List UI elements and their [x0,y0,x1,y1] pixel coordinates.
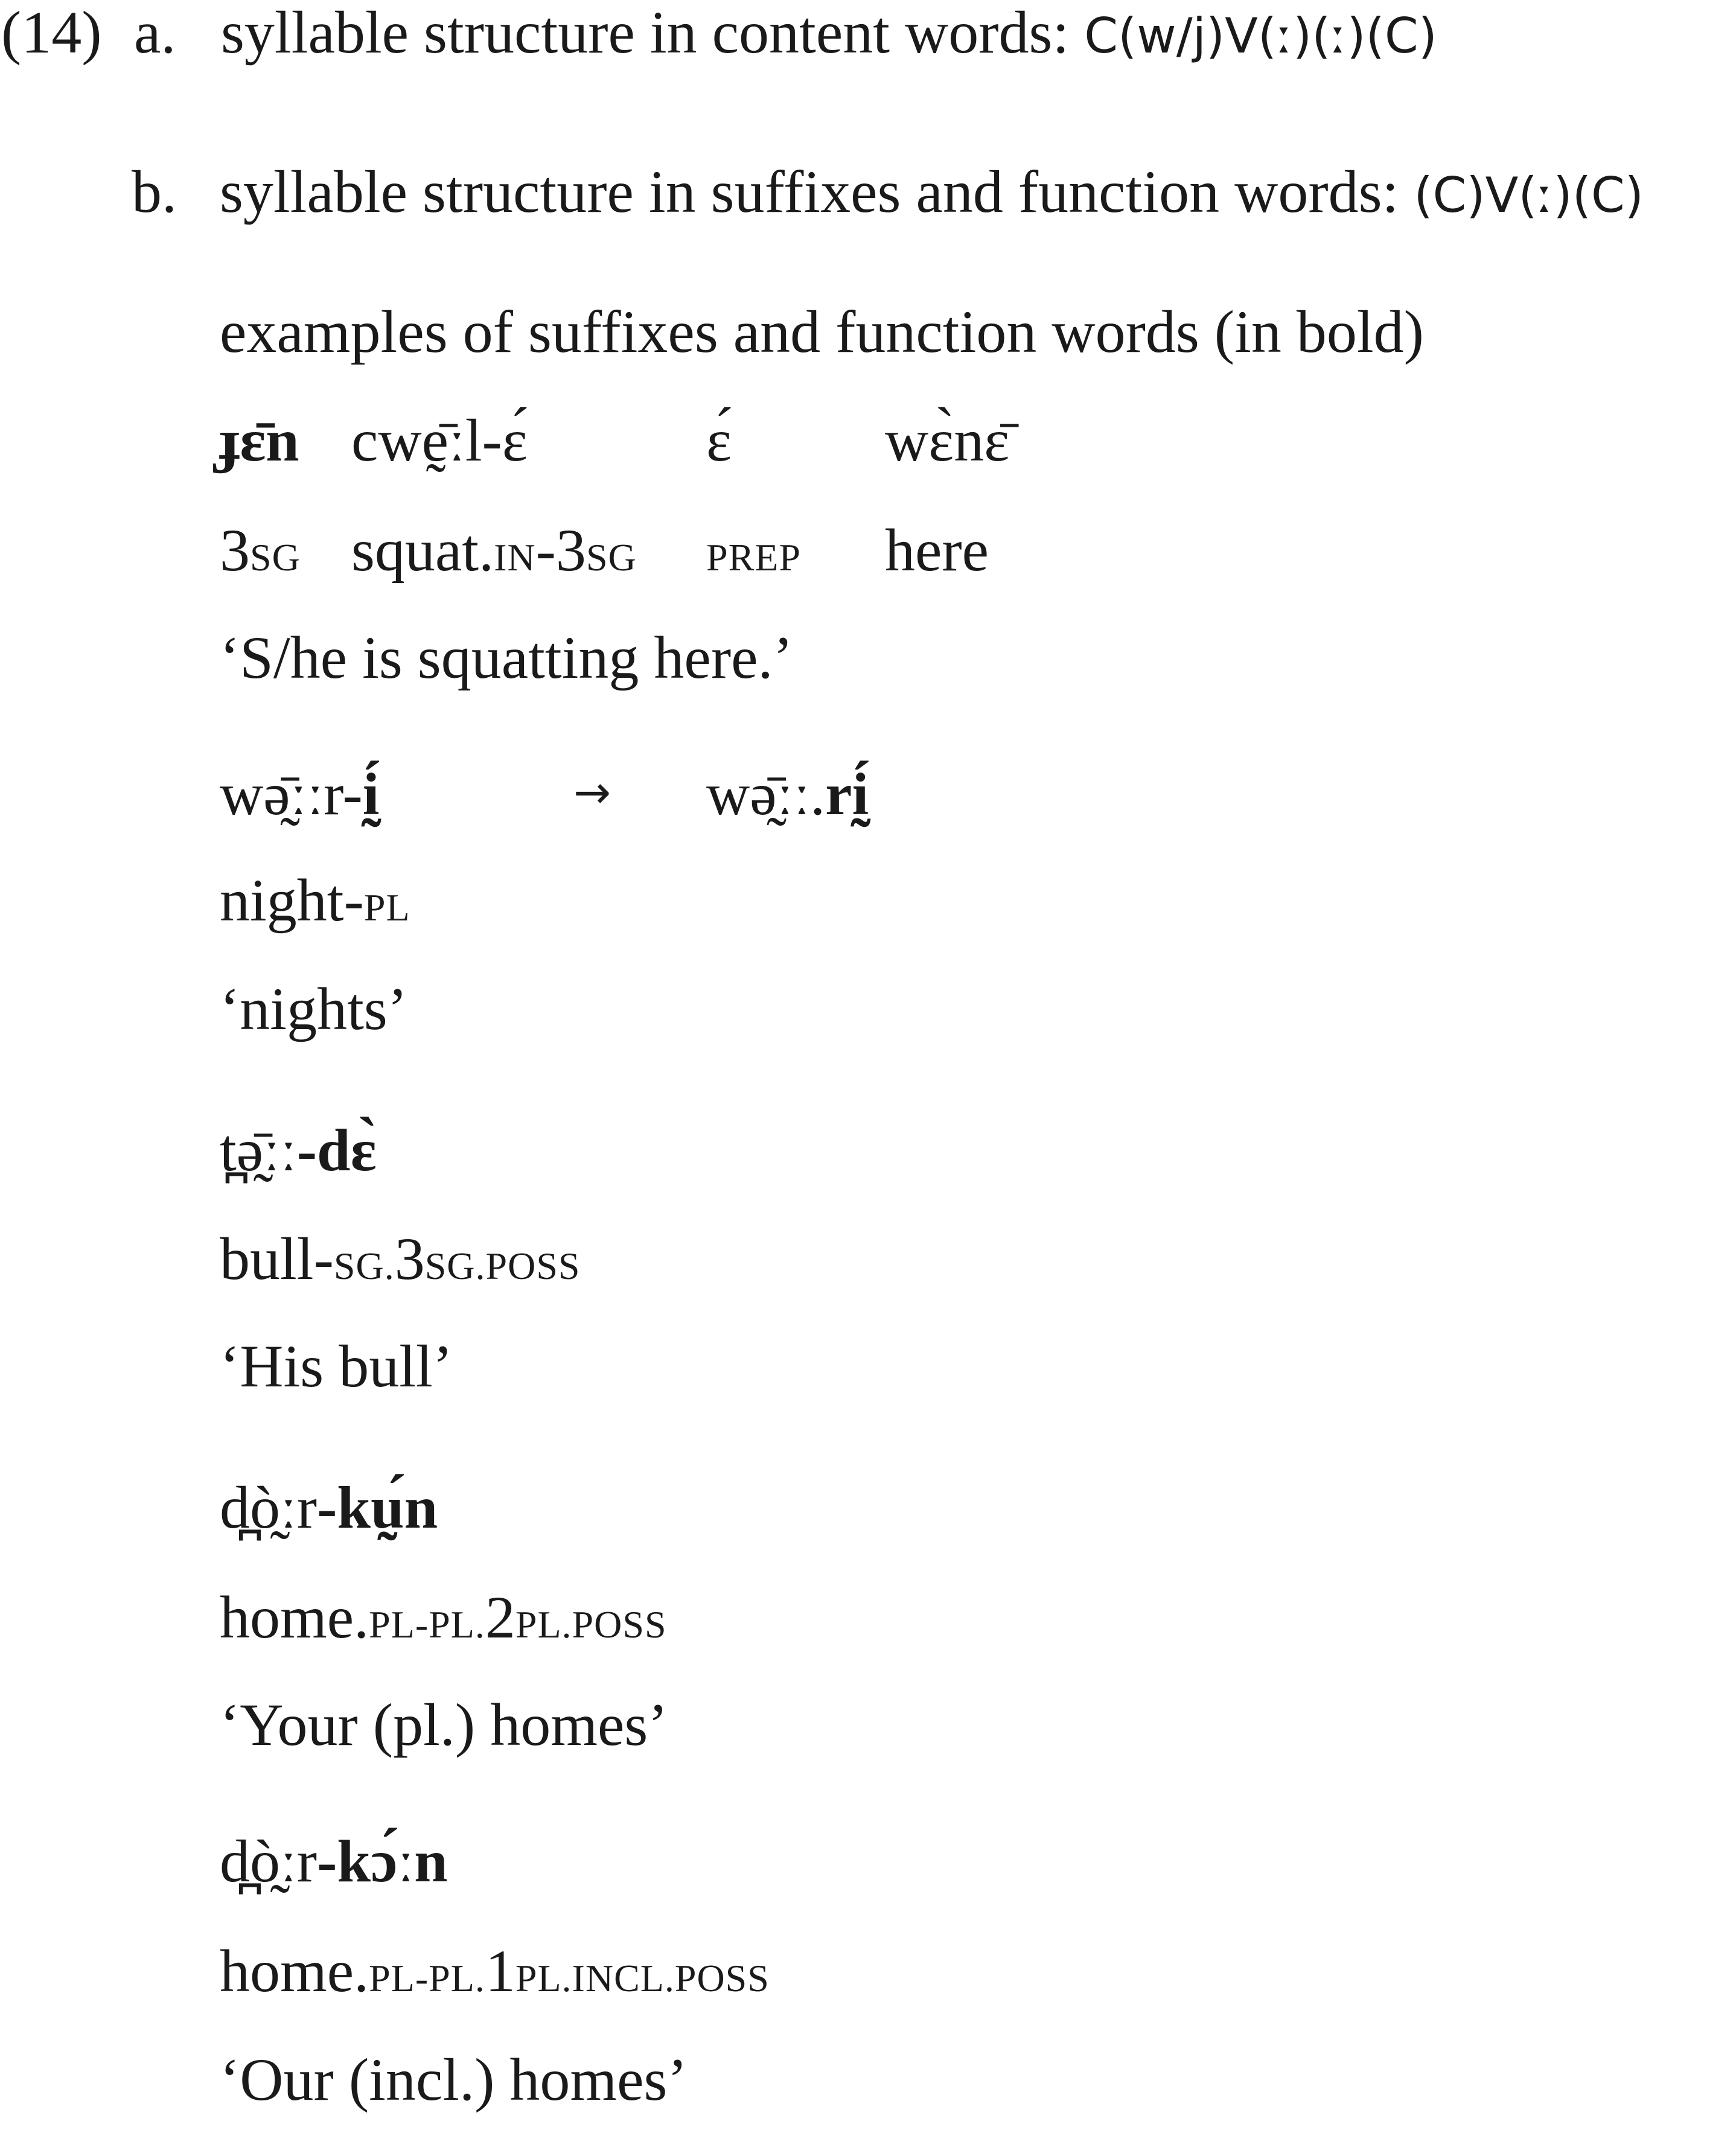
ex4-translation: ‘Your (pl.) homes’ [220,1691,668,1758]
ex5-gloss-word: home. [220,1937,369,2004]
ex1-gloss-4: here [885,517,989,584]
ex4-gloss-sc2: PL.POSS [515,1603,667,1646]
examples-intro: examples of suffixes and function words (in bold) [220,298,1424,365]
ex4-stem: d̪ò̰ːr [220,1474,318,1541]
ex1-gloss-1 [220,517,301,584]
ex5-suffix: -kɔ́ːn [317,1828,448,1895]
item-b-line [220,158,1644,225]
ex2-gloss [220,867,410,934]
ex2-gloss-word: night- [220,867,364,934]
ex1-word-3: ɛ́ [706,407,732,474]
ex2-form [220,760,380,827]
ex4-gloss [220,1584,667,1651]
ex5-translation: ‘Our (incl.) homes’ [220,2046,688,2113]
ex3-gloss-sc2: SG.POSS [424,1245,581,1287]
ex5-gloss-num: 1 [485,1937,515,2004]
ex2-result [706,760,869,827]
item-a-label: a. [134,0,176,66]
ex5-form [220,1828,448,1895]
ex1-gloss-1-num: 3 [220,517,250,584]
ex1-gloss-1-sc: SG [250,536,301,579]
ex3-form [220,1117,377,1184]
ex4-suffix: -kṵ́n [317,1474,438,1541]
ex5-stem: d̪ò̰ːr [220,1828,318,1895]
ex3-translation: ‘His bull’ [220,1333,453,1400]
ex4-gloss-sc1: PL-PL. [369,1603,485,1646]
ex3-gloss-sc1: SG. [333,1245,395,1287]
ex3-gloss [220,1225,581,1292]
ex1-word-4: wɛ̀nɛ̄ [885,407,1010,474]
item-b-formula: (C)V(ː)(C) [1414,167,1644,223]
ex1-gloss-3 [706,520,801,581]
ex1-gloss-3-sc: PREP [706,536,801,579]
ex3-suffix: -dɛ̀ [296,1117,377,1184]
arrow-icon: → [573,767,611,818]
item-a-line [221,0,1437,66]
ex2-stem: wə̰̄ːːr- [220,760,363,827]
item-b-label: b. [132,158,177,225]
item-b-text: syllable structure in suffixes and function words: [220,158,1414,225]
ex1-gloss-2-sc1: IN [494,536,536,579]
ex5-gloss [220,1937,770,2004]
example-number: (14) [1,0,102,66]
ex1-gloss-2-mid: -3 [535,517,586,584]
ex1-word-1: ɟɛ̄n [220,407,299,474]
ex5-gloss-sc2: PL.INCL.POSS [515,1957,770,2000]
ex2-result-bold: rḭ́ [825,760,869,827]
ex1-gloss-2-word: squat. [351,517,494,584]
ex3-gloss-word: bull- [220,1225,334,1292]
item-a-formula: C(w/j)V(ː)(ː)(C) [1084,8,1437,64]
ex2-gloss-sc: PL [363,886,410,929]
ex1-gloss-2-sc2: SG [586,536,637,579]
ex2-suffix: ḭ́ [362,760,380,827]
ex2-translation: ‘nights’ [220,975,408,1042]
ex4-gloss-num: 2 [485,1584,515,1651]
ex4-gloss-word: home. [220,1584,369,1651]
ex1-word-2: cwḛ̄ːl-ɛ́ [351,407,528,474]
ex3-gloss-num: 3 [394,1225,425,1292]
ex1-gloss-2 [351,517,637,584]
item-a-text: syllable structure in content words: [221,0,1085,66]
ex2-result-plain: wə̰̄ːː. [706,760,826,827]
ex3-stem: t̪ə̰̄ːː [220,1117,297,1184]
ex5-gloss-sc1: PL-PL. [369,1957,485,2000]
ex1-translation: ‘S/he is squatting here.’ [220,624,793,691]
ex4-form [220,1474,438,1541]
